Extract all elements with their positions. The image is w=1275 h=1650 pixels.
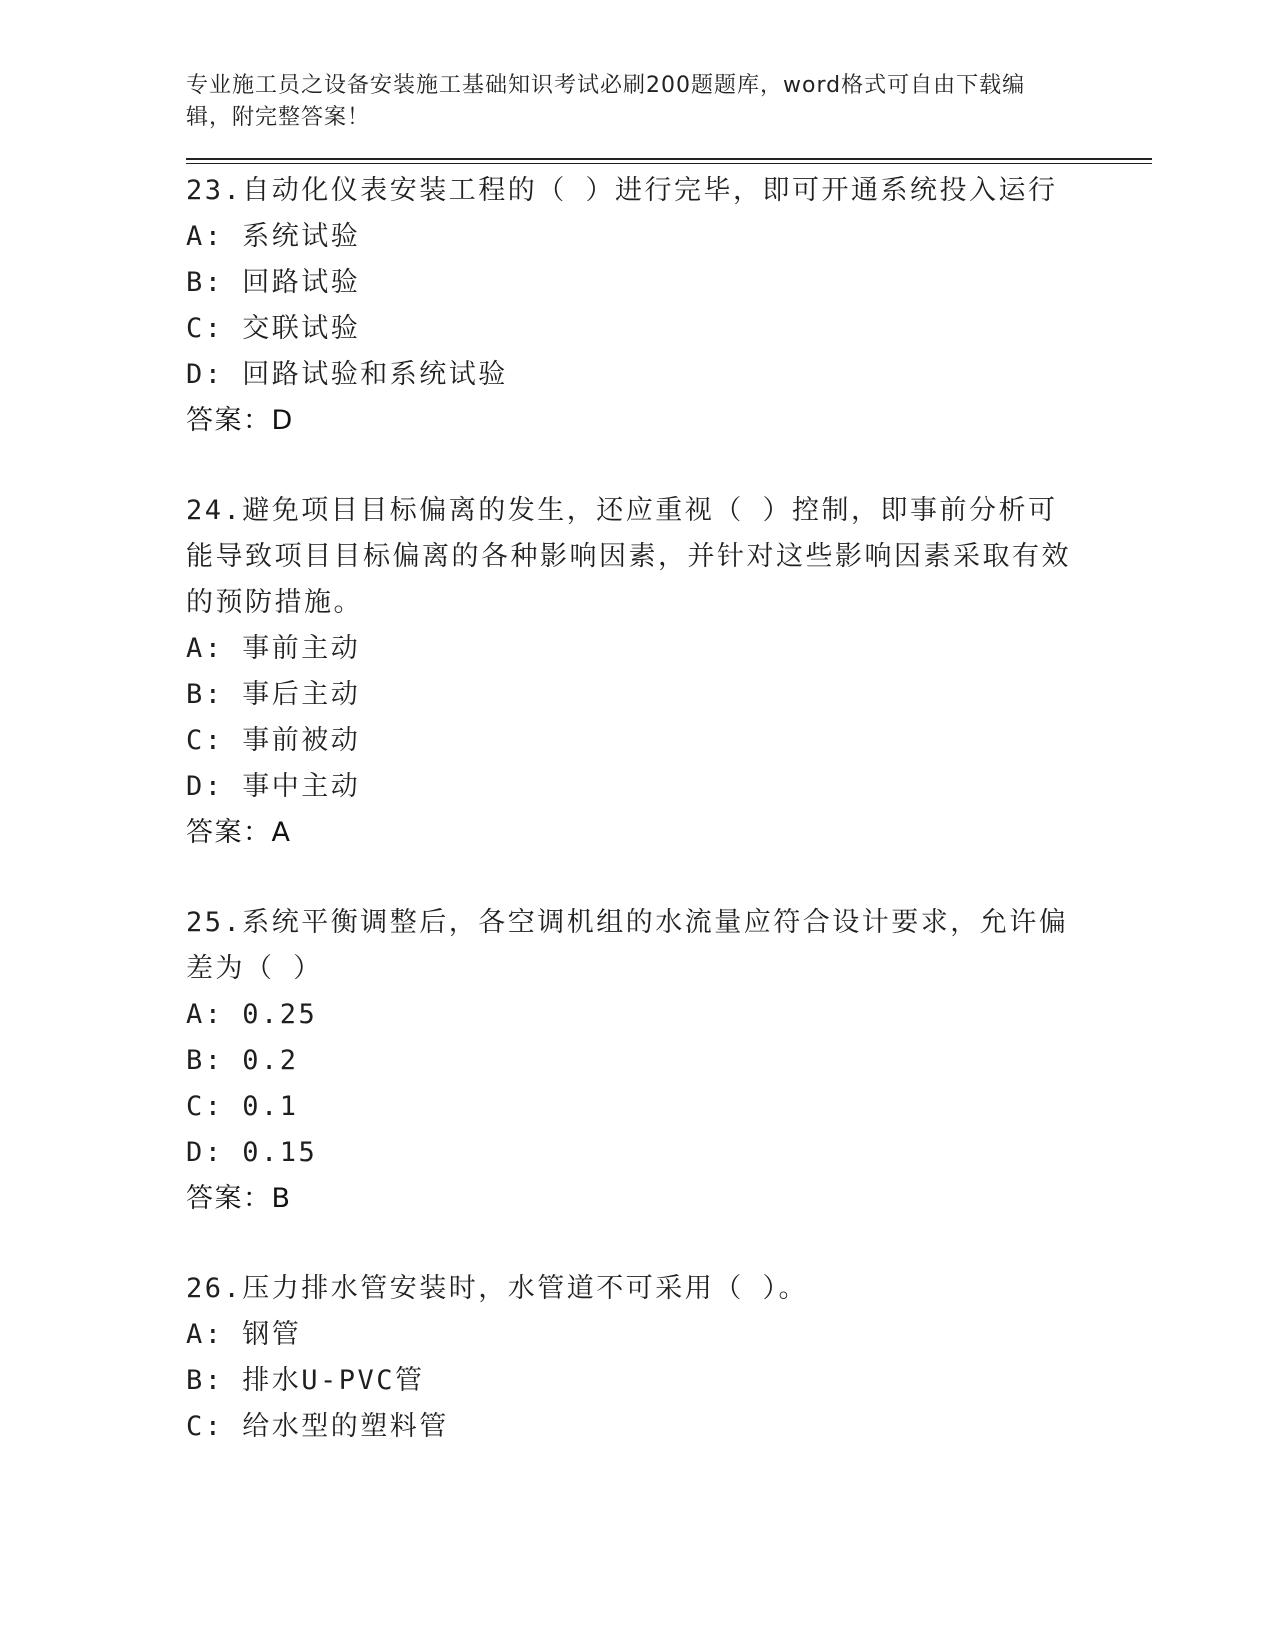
option-b: B: 排水U-PVC管 [186, 1365, 425, 1396]
option-c: C: 事前被动 [186, 725, 361, 756]
answer-label: 答案：D [186, 405, 294, 436]
question-stem: 24.避免项目目标偏离的发生，还应重视（ ）控制，即事前分析可能导致项目目标偏离的各种影响因素，并针对这些影响因素采取有效的预防措施。 [186, 495, 1071, 618]
option-c: C: 0.1 [186, 1091, 299, 1122]
option-b: B: 0.2 [186, 1045, 299, 1076]
document-title: 专业施工员之设备安装施工基础知识考试必刷200题题库，word格式可自由下载编辑，附完整答案！ [186, 73, 1026, 130]
question-stem: 26.压力排水管安装时，水管道不可采用（ ）。 [186, 1273, 809, 1304]
document-page [186, 70, 1152, 1494]
option-d: D: 0.15 [186, 1137, 318, 1168]
question-stem: 25.系统平衡调整后，各空调机组的水流量应符合设计要求，允许偏差为（ ） [186, 907, 1069, 984]
question-24 [186, 488, 1152, 856]
option-d: D: 事中主动 [186, 771, 361, 802]
option-c: C: 交联试验 [186, 313, 361, 344]
option-a: A: 系统试验 [186, 221, 361, 252]
option-a: A: 钢管 [186, 1319, 302, 1350]
question-26 [186, 1266, 1152, 1450]
option-c: C: 给水型的塑料管 [186, 1411, 449, 1442]
option-d: D: 回路试验和系统试验 [186, 359, 508, 390]
question-list [186, 168, 1152, 1450]
question-23 [186, 168, 1152, 444]
answer-label: 答案：B [186, 1183, 292, 1214]
option-b: B: 回路试验 [186, 267, 361, 298]
option-a: A: 0.25 [186, 999, 318, 1030]
question-stem: 23.自动化仪表安装工程的（ ）进行完毕，即可开通系统投入运行 [186, 175, 1058, 206]
option-b: B: 事后主动 [186, 679, 361, 710]
question-25 [186, 900, 1152, 1222]
answer-label: 答案：A [186, 817, 292, 848]
option-a: A: 事前主动 [186, 633, 361, 664]
header-divider [186, 158, 1152, 164]
